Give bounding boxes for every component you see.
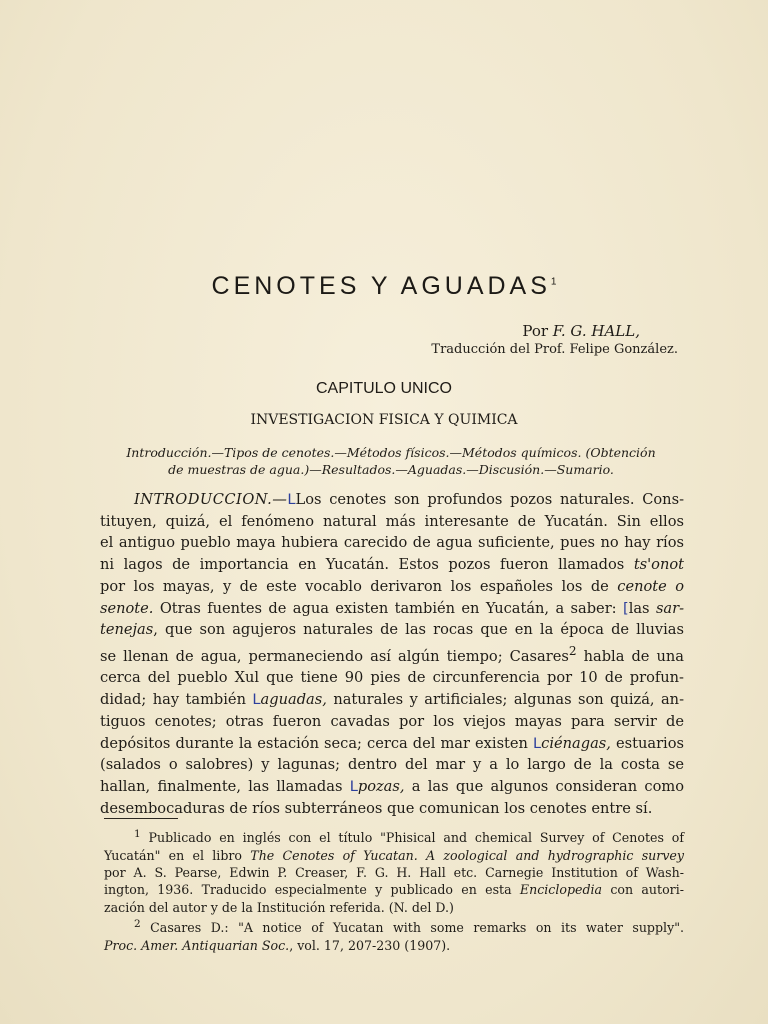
- body-line: hallan, finalmente, las llamadas Lpozas, a las que algunos consideran como: [100, 778, 684, 795]
- pen-mark: L: [252, 691, 261, 709]
- footnote-line: ington, 1936. Traducido especialmente y publicado en esta Enciclopedia con autori-: [104, 882, 684, 898]
- body-line: depósitos durante la estación seca; cerca del mar existen Lciénagas, estuarios: [100, 734, 684, 752]
- term-pozas: pozas,: [357, 778, 405, 795]
- title-footnote-ref: 1: [550, 276, 557, 288]
- footnote-line: zación del autor y de la Institución referida. (N. del D.): [104, 899, 454, 915]
- term-las: las: [628, 599, 650, 617]
- pen-mark: L: [287, 491, 296, 508]
- chapter-heading: CAPITULO UNICO: [315, 380, 452, 397]
- pen-mark: L: [533, 734, 542, 752]
- body-line: senote. Otras fuentes de agua existen también en Yucatán, a saber: [las sar-: [100, 599, 685, 617]
- enciclopedia-title: Enciclopedia: [519, 882, 603, 898]
- body-line: por los mayas, y de este vocablo derivaron los españoles los de cenote o: [100, 577, 685, 595]
- footnote-2: $^2$ Casares D.: "A notice of Yucatan with some remarks on its water supply".: [134, 918, 684, 936]
- footnotes: [104, 826, 684, 954]
- body-line: el antiguo pueblo maya hubiera carecido de agua suficiente, pues no hay ríos: [100, 534, 684, 552]
- body-line: didad; hay también Laguadas, naturales y artificiales; algunas son quizá, an-: [100, 691, 685, 709]
- term-sartenejas: sar-: [655, 599, 685, 617]
- body-line: tenejas, que son agujeros naturales de las rocas que en la época de lluvias: [100, 621, 684, 639]
- translation-credit: Traducción del Prof. Felipe González.: [431, 342, 678, 357]
- by-prefix: Por: [522, 322, 549, 340]
- journal-title: Proc. Amer. Antiquarian Soc.: [104, 937, 290, 953]
- term-cienagas: ciénagas,: [541, 734, 611, 752]
- intro-heading: INTRODUCCION.—: [134, 491, 288, 508]
- body-line: se llenan de agua, permaneciendo así algún tiempo; Casares$^2$ habla de una: [100, 643, 684, 665]
- term-senote: senote.: [100, 599, 154, 617]
- term-tsonot: ts'onot: [633, 556, 685, 574]
- footnote-divider: [104, 818, 178, 819]
- title-text: CENOTES Y AGUADAS: [211, 272, 551, 300]
- term-sartenejas-cont: tenejas: [100, 621, 154, 639]
- article-title: [0, 272, 768, 301]
- term-aguadas: aguadas,: [260, 691, 327, 709]
- summary-line: Introducción.—Tipos de cenotes.—Métodos físicos.—Métodos químicos. (Obtención: [126, 445, 656, 460]
- chapter-summary: [96, 444, 686, 478]
- footnote-ref-2: 2: [568, 643, 577, 658]
- body-line: tituyen, quizá, el fenómeno natural más interesante de Yucatán. Sin ellos: [100, 512, 684, 530]
- pen-mark: [: [622, 599, 629, 617]
- byline: [522, 322, 640, 340]
- body-line: INTRODUCCION.—LLos cenotes son profundos pozos naturales. Cons-: [134, 491, 684, 508]
- body-line: ni lagos de importancia en Yucatán. Estos pozos fueron llamados ts'onot: [100, 556, 685, 574]
- body-line: desembocaduras de ríos subterráneos que comunican los cenotes entre sí.: [100, 799, 653, 817]
- footnote-line: por A. S. Pearse, Edwin P. Creaser, F. G. H. Hall etc. Carnegie Institution of Wash-: [104, 865, 684, 880]
- book-title: The Cenotes of Yucatan. A zoological and hydrographic survey: [250, 847, 684, 863]
- summary-line: de muestras de agua.)—Resultados.—Aguadas.—Discusión.—Sumario.: [168, 462, 614, 477]
- chapter-subheading: INVESTIGACION FISICA Y QUIMICA: [250, 412, 518, 428]
- footnote-1: $^1$ Publicado en inglés con el título "Phisical and chemical Survey of Cenotes of: [134, 828, 684, 846]
- footnote-line: Proc. Amer. Antiquarian Soc., vol. 17, 207-230 (1907).: [104, 937, 451, 953]
- body-line: cerca del pueblo Xul que tiene 90 pies de circunferencia por 10 de profun-: [100, 669, 684, 687]
- pen-mark: L: [349, 778, 358, 795]
- body-text: [100, 489, 684, 819]
- term-o: o: [675, 577, 685, 595]
- body-line: (salados o salobres) y lagunas; dentro del mar y a lo largo de la costa se: [100, 756, 684, 774]
- term-cenote: cenote: [617, 577, 667, 595]
- body-line: tiguos cenotes; otras fueron cavadas por los viejos mayas para servir de: [100, 712, 684, 730]
- author-name: F. G. HALL,: [552, 322, 640, 340]
- footnote-line: Yucatán" en el libro The Cenotes of Yucatan. A zoological and hydrographic survey: [104, 847, 684, 863]
